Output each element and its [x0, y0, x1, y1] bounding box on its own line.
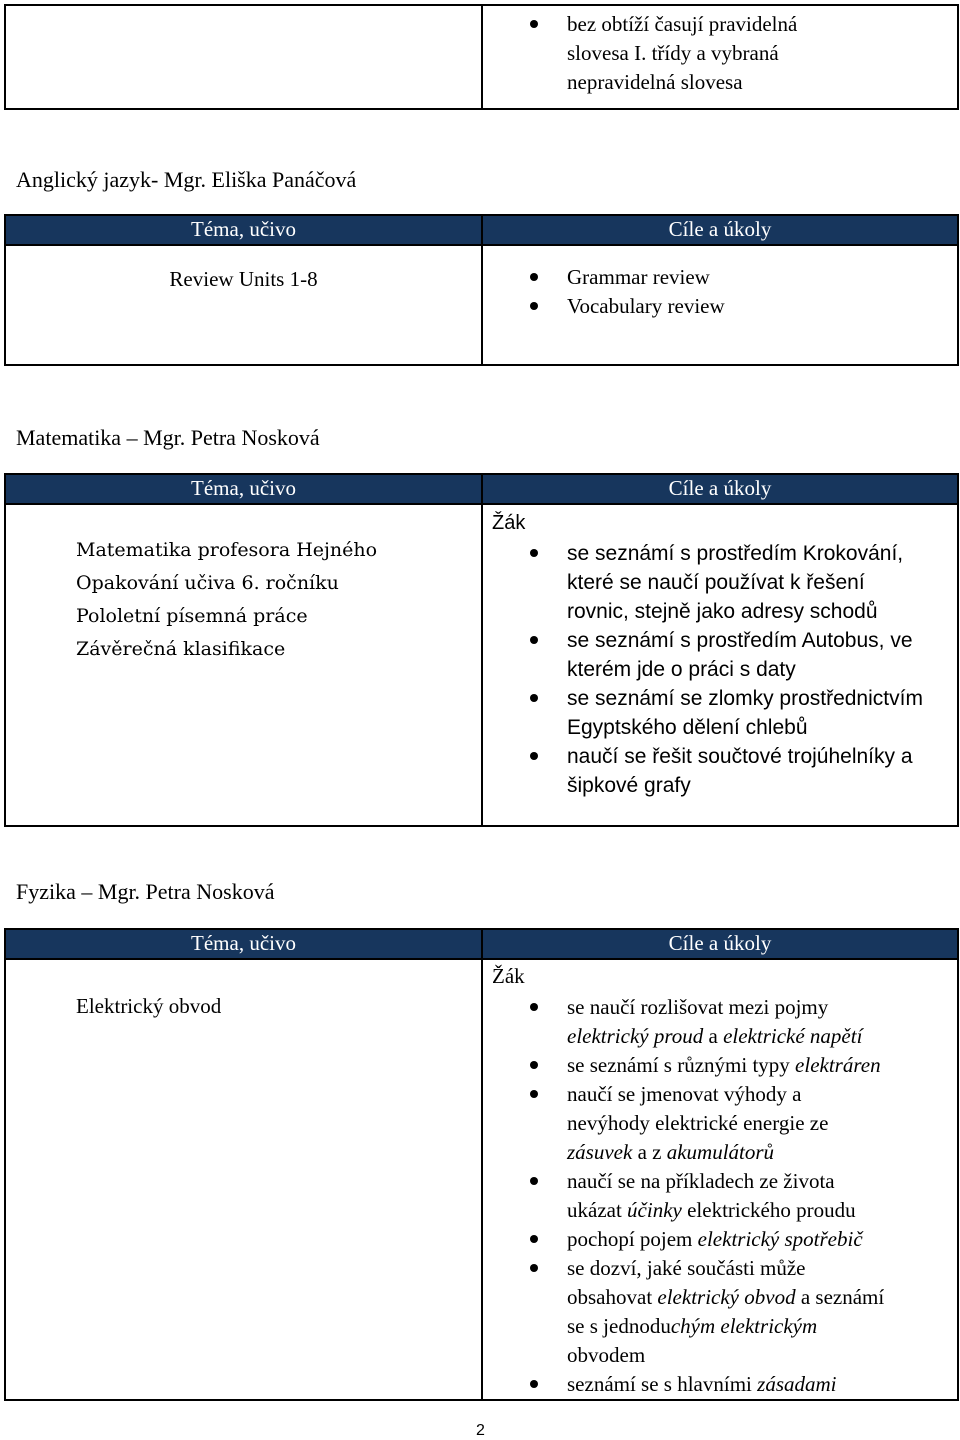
- math-table: [4, 473, 959, 827]
- list-item: pochopí pojem elektrický spotřebič: [483, 1225, 957, 1254]
- english-goal-list: [483, 263, 957, 321]
- english-section-title: Anglický jazyk- Mgr. Eliška Panáčová: [16, 167, 357, 192]
- list-item: se seznámí s různými typy elektráren: [483, 1051, 957, 1080]
- english-table: [4, 214, 959, 366]
- list-item: naučí se jmenovat výhody a nevýhody elektrické energie ze zásuvek a z akumulátorů: [483, 1080, 957, 1167]
- physics-goals-cell: [482, 959, 958, 1400]
- list-item: se dozví, jaké součásti může obsahovat elektrický obvod a seznámí se s jednoduchým elektrickým obvodem: [483, 1254, 957, 1370]
- list-item: se naučí rozlišovat mezi pojmy elektrický proud a elektrické napětí: [483, 993, 957, 1051]
- list-item: seznámí se s hlavními zásadami: [483, 1370, 957, 1399]
- math-topic-list: [76, 534, 481, 666]
- top-left-cell: [5, 5, 482, 109]
- top-right-cell: [482, 5, 958, 109]
- math-topic-cell: [5, 504, 482, 826]
- list-item: se seznámí s prostředím Autobus, ve kterém jde o práci s daty: [483, 626, 957, 684]
- top-goal-list: [483, 10, 957, 97]
- student-label: Žák: [492, 964, 525, 988]
- math-section-title: Matematika – Mgr. Petra Nosková: [16, 425, 320, 450]
- math-goals-cell: [482, 504, 958, 826]
- student-label: Žák: [492, 512, 526, 534]
- list-item: naučí se na příkladech ze života ukázat účinky elektrického proudu: [483, 1167, 957, 1225]
- english-topic: Review Units 1-8: [169, 267, 318, 291]
- english-goals-cell: [482, 245, 958, 365]
- list-item: se seznámí s prostředím Krokování, které se naučí používat k řešení rovnic, stejně jako adresy schodů: [483, 539, 957, 626]
- physics-topic-cell: [5, 959, 482, 1400]
- page-number: 2: [476, 1422, 485, 1439]
- list-item: bez obtíží časují pravidelná slovesa I. třídy a vybraná nepravidelná slovesa: [483, 10, 957, 97]
- math-goal-list: [483, 539, 957, 800]
- physics-header-goals: Cíle a úkoly: [482, 929, 958, 959]
- list-item: Závěrečná klasifikace: [76, 638, 286, 660]
- list-item: naučí se řešit součtové trojúhelníky a šipkové grafy: [483, 742, 957, 800]
- list-item: Grammar review: [483, 263, 957, 292]
- list-item: Opakování učiva 6. ročníku: [76, 572, 339, 594]
- math-header-goals: Cíle a úkoly: [482, 474, 958, 504]
- english-header-goals: Cíle a úkoly: [482, 215, 958, 245]
- list-item: Matematika profesora Hejného: [76, 539, 378, 561]
- list-item: Vocabulary review: [483, 292, 957, 321]
- english-topic-cell: [5, 245, 482, 365]
- physics-header-topic: Téma, učivo: [5, 929, 482, 959]
- list-item: Pololetní písemná práce: [76, 605, 308, 627]
- math-header-topic: Téma, učivo: [5, 474, 482, 504]
- list-item: se seznámí se zlomky prostřednictvím Egyptského dělení chlebů: [483, 684, 957, 742]
- physics-goal-list: [483, 993, 957, 1399]
- physics-table: [4, 928, 959, 1401]
- physics-topic: Elektrický obvod: [76, 994, 222, 1018]
- top-continuation-table: [4, 4, 959, 110]
- physics-section-title: Fyzika – Mgr. Petra Nosková: [16, 879, 275, 904]
- english-header-topic: Téma, učivo: [5, 215, 482, 245]
